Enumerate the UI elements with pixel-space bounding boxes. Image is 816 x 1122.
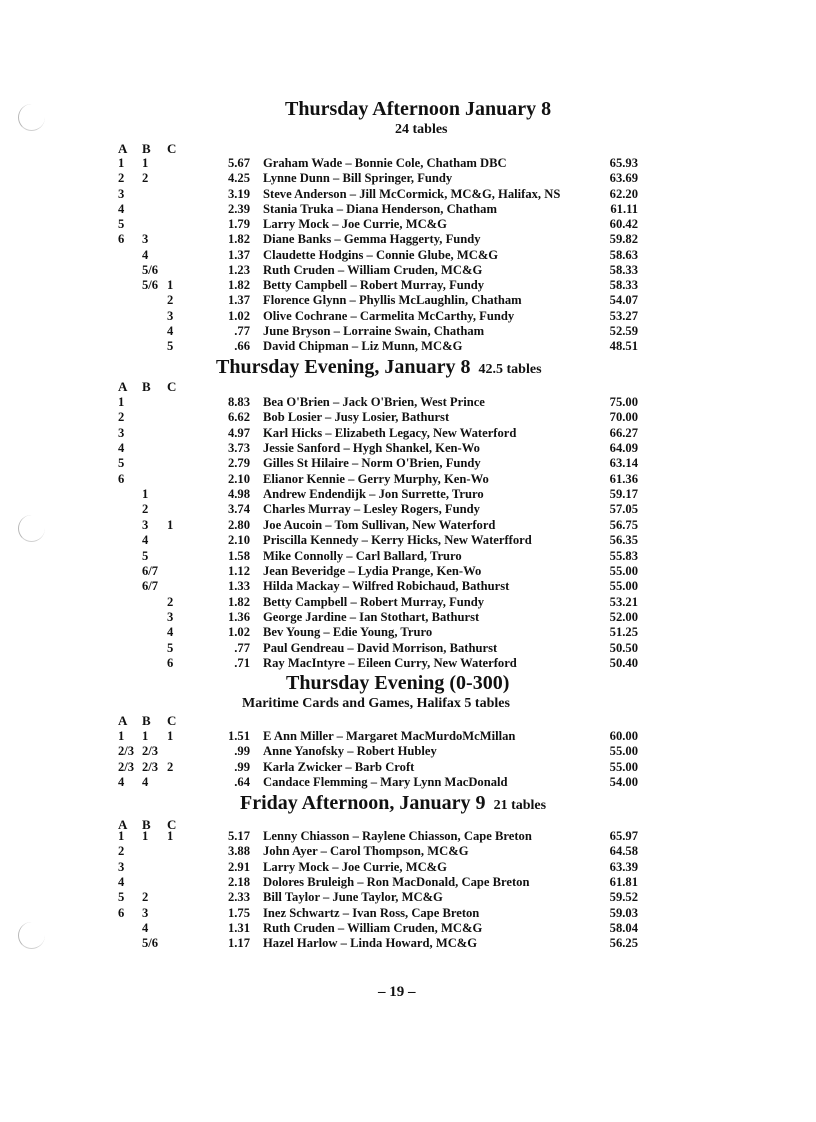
result-row <box>0 906 816 922</box>
masterpoints: 3.88 <box>227 844 250 859</box>
pair-names: Gilles St Hilaire – Norm O'Brien, Fundy <box>263 456 481 471</box>
result-row <box>0 518 816 534</box>
percentage: 54.00 <box>609 774 638 789</box>
result-row <box>0 278 816 294</box>
column-header: B <box>142 817 151 832</box>
percentage: 70.00 <box>609 410 638 425</box>
pair-names: Lynne Dunn – Bill Springer, Fundy <box>263 171 453 186</box>
result-row <box>0 641 816 657</box>
rank-b: 5/6 <box>142 262 159 277</box>
pair-names: June Bryson – Lorraine Swain, Chatham <box>263 323 485 338</box>
percentage: 58.33 <box>609 262 638 277</box>
pair-names: Jessie Sanford – Hygh Shankel, Ken-Wo <box>263 441 480 456</box>
result-row <box>0 487 816 503</box>
rank-b: 3 <box>142 517 149 532</box>
rank-a: 2/3 <box>118 759 135 774</box>
masterpoints: .77 <box>234 323 250 338</box>
pair-names: Diane Banks – Gemma Haggerty, Fundy <box>263 232 481 247</box>
result-row <box>0 248 816 264</box>
masterpoints: 8.83 <box>227 395 250 409</box>
result-row <box>0 744 816 760</box>
result-row <box>0 426 816 442</box>
masterpoints: 2.79 <box>227 456 250 471</box>
masterpoints: .77 <box>234 640 250 655</box>
page-number: – 19 – <box>378 984 416 1000</box>
rank-c: 3 <box>167 609 174 624</box>
rank-a: 4 <box>118 201 125 216</box>
percentage: 61.36 <box>609 471 638 486</box>
percentage: 66.27 <box>609 425 638 440</box>
pair-names: Joe Aucoin – Tom Sullivan, New Waterford <box>263 517 496 532</box>
result-row <box>0 844 816 860</box>
section-subtitle: Maritime Cards and Games, Halifax 5 tables <box>242 696 510 711</box>
rank-c: 2 <box>167 759 174 774</box>
column-header: C <box>167 379 177 394</box>
pair-names: Bev Young – Edie Young, Truro <box>263 625 433 640</box>
rank-a: 3 <box>118 425 125 440</box>
pair-names: Hilda Mackay – Wilfred Robichaud, Bathurst <box>263 579 510 594</box>
masterpoints: .66 <box>234 339 250 353</box>
pair-names: Charles Murray – Lesley Rogers, Fundy <box>263 502 480 517</box>
percentage: 61.81 <box>609 874 638 889</box>
pair-names: Ruth Cruden – William Cruden, MC&G <box>263 262 483 277</box>
result-row <box>0 656 816 672</box>
percentage: 52.59 <box>609 323 638 338</box>
result-row <box>0 890 816 906</box>
result-row <box>0 232 816 248</box>
table-count: 24 tables <box>395 122 448 137</box>
percentage: 51.25 <box>609 625 638 640</box>
pair-names: Priscilla Kennedy – Kerry Hicks, New Waterfford <box>263 533 532 548</box>
masterpoints: 4.98 <box>227 487 250 502</box>
percentage: 55.83 <box>609 548 638 563</box>
pair-names: Ray MacIntyre – Eileen Curry, New Waterford <box>263 655 517 670</box>
pair-names: George Jardine – Ian Stothart, Bathurst <box>263 609 480 624</box>
masterpoints: 2.10 <box>227 533 250 548</box>
pair-names: Dolores Bruleigh – Ron MacDonald, Cape Breton <box>263 874 530 889</box>
rank-c: 1 <box>167 829 174 843</box>
rank-b: 2/3 <box>142 759 159 774</box>
rank-b: 4 <box>142 774 149 789</box>
masterpoints: 2.18 <box>227 874 250 889</box>
masterpoints: 1.58 <box>227 548 250 563</box>
pair-names: Anne Yanofsky – Robert Hubley <box>263 744 437 759</box>
rank-c: 2 <box>167 293 174 308</box>
section-title <box>285 98 552 137</box>
percentage: 59.17 <box>609 487 638 502</box>
rank-c: 5 <box>167 640 174 655</box>
pair-names: Elianor Kennie – Gerry Murphy, Ken-Wo <box>263 471 489 486</box>
result-row <box>0 410 816 426</box>
percentage: 63.39 <box>609 859 638 874</box>
masterpoints: 1.23 <box>227 262 250 277</box>
percentage: 55.00 <box>609 759 638 774</box>
rank-c: 1 <box>167 517 174 532</box>
percentage: 61.11 <box>610 201 638 216</box>
masterpoints: .99 <box>234 744 250 759</box>
result-row <box>0 472 816 488</box>
section-title <box>240 792 546 815</box>
column-header: A <box>118 379 128 394</box>
pair-names: Andrew Endendijk – Jon Surrette, Truro <box>263 487 484 502</box>
percentage: 64.09 <box>609 441 638 456</box>
rank-b: 6/7 <box>142 579 159 594</box>
percentage: 57.05 <box>609 502 638 517</box>
pair-names: E Ann Miller – Margaret MacMurdoMcMillan <box>263 729 516 743</box>
percentage: 55.00 <box>609 744 638 759</box>
result-row <box>0 936 816 952</box>
masterpoints: 1.75 <box>227 905 250 920</box>
pair-names: Jean Beveridge – Lydia Prange, Ken-Wo <box>263 563 482 578</box>
percentage: 62.20 <box>609 186 638 201</box>
pair-names: Bea O'Brien – Jack O'Brien, West Prince <box>263 395 485 409</box>
percentage: 53.27 <box>609 308 638 323</box>
percentage: 56.75 <box>609 517 638 532</box>
rank-a: 4 <box>118 874 125 889</box>
result-row <box>0 564 816 580</box>
masterpoints: 3.73 <box>227 441 250 456</box>
result-row <box>0 729 816 745</box>
rank-b: 2/3 <box>142 744 159 759</box>
punch-hole-mark <box>18 104 45 131</box>
rank-b: 1 <box>142 156 149 170</box>
result-row <box>0 156 816 172</box>
column-header: A <box>118 817 128 832</box>
rank-b: 4 <box>142 920 149 935</box>
rank-c: 1 <box>167 729 174 743</box>
column-header: B <box>142 379 151 394</box>
result-row <box>0 625 816 641</box>
masterpoints: 1.02 <box>227 625 250 640</box>
result-row <box>0 549 816 565</box>
column-header: A <box>118 141 128 156</box>
column-header: B <box>142 713 151 728</box>
rank-b: 5/6 <box>142 278 159 292</box>
percentage: 48.51 <box>609 339 638 353</box>
percentage: 59.82 <box>609 232 638 247</box>
pair-names: Hazel Harlow – Linda Howard, MC&G <box>263 936 478 951</box>
percentage: 63.14 <box>609 456 638 471</box>
rank-c: 1 <box>167 278 174 292</box>
pair-names: Steve Anderson – Jill McCormick, MC&G, Halifax, NS <box>263 186 561 201</box>
result-row <box>0 829 816 845</box>
pair-names: Paul Gendreau – David Morrison, Bathurst <box>263 640 498 655</box>
result-row <box>0 187 816 203</box>
rank-a: 2 <box>118 410 125 425</box>
pair-names: Graham Wade – Bonnie Cole, Chatham DBC <box>263 156 507 170</box>
masterpoints: .99 <box>234 759 250 774</box>
masterpoints: 1.12 <box>227 563 250 578</box>
percentage: 58.63 <box>609 247 638 262</box>
percentage: 60.42 <box>609 217 638 231</box>
pair-names: Bill Taylor – June Taylor, MC&G <box>263 890 443 905</box>
result-row <box>0 533 816 549</box>
table-count: 21 tables <box>493 798 547 813</box>
rank-c: 6 <box>167 655 174 670</box>
pair-names: Lenny Chiasson – Raylene Chiasson, Cape Breton <box>263 829 532 843</box>
result-row <box>0 875 816 891</box>
rank-b: 2 <box>142 502 149 517</box>
rank-b: 5/6 <box>142 936 159 951</box>
masterpoints: 1.33 <box>227 579 250 594</box>
column-header: C <box>167 817 177 832</box>
pair-names: Olive Cochrane – Carmelita McCarthy, Fundy <box>263 308 515 323</box>
result-row <box>0 502 816 518</box>
result-row <box>0 775 816 791</box>
masterpoints: 2.91 <box>227 859 250 874</box>
rank-c: 5 <box>167 339 174 353</box>
percentage: 53.21 <box>609 594 638 609</box>
percentage: 64.58 <box>609 844 638 859</box>
percentage: 56.35 <box>609 533 638 548</box>
percentage: 65.93 <box>609 156 638 170</box>
pair-names: Stania Truka – Diana Henderson, Chatham <box>263 201 497 216</box>
pair-names: Claudette Hodgins – Connie Glube, MC&G <box>263 247 499 262</box>
percentage: 59.52 <box>609 890 638 905</box>
percentage: 54.07 <box>609 293 638 308</box>
masterpoints: 2.10 <box>227 471 250 486</box>
masterpoints: 1.79 <box>227 217 250 231</box>
column-header: A <box>118 713 128 728</box>
masterpoints: 1.31 <box>227 920 250 935</box>
rank-a: 2 <box>118 171 125 186</box>
masterpoints: 1.82 <box>227 278 250 292</box>
rank-a: 2/3 <box>118 744 135 759</box>
percentage: 52.00 <box>609 609 638 624</box>
rank-b: 1 <box>142 729 149 743</box>
result-row <box>0 217 816 233</box>
rank-a: 1 <box>118 829 125 843</box>
rank-c: 2 <box>167 594 174 609</box>
masterpoints: 6.62 <box>227 410 250 425</box>
masterpoints: 5.67 <box>227 156 250 170</box>
pair-names: David Chipman – Liz Munn, MC&G <box>263 339 463 353</box>
result-row <box>0 441 816 457</box>
rank-a: 1 <box>118 156 125 170</box>
masterpoints: 2.80 <box>227 517 250 532</box>
result-row <box>0 171 816 187</box>
rank-a: 6 <box>118 905 125 920</box>
result-row <box>0 324 816 340</box>
percentage: 60.00 <box>609 729 638 743</box>
percentage: 75.00 <box>609 395 638 409</box>
masterpoints: 5.17 <box>227 829 250 843</box>
pair-names: Karl Hicks – Elizabeth Legacy, New Waterford <box>263 425 517 440</box>
rank-a: 2 <box>118 844 125 859</box>
result-row <box>0 860 816 876</box>
masterpoints: 1.82 <box>227 232 250 247</box>
percentage: 59.03 <box>609 905 638 920</box>
masterpoints: 1.51 <box>227 729 250 743</box>
result-row <box>0 293 816 309</box>
percentage: 58.33 <box>609 278 638 292</box>
result-row <box>0 395 816 411</box>
rank-a: 4 <box>118 441 125 456</box>
masterpoints: 3.74 <box>227 502 250 517</box>
result-row <box>0 610 816 626</box>
rank-b: 3 <box>142 905 149 920</box>
rank-b: 3 <box>142 232 149 247</box>
pair-names: Bob Losier – Jusy Losier, Bathurst <box>263 410 450 425</box>
pair-names: Karla Zwicker – Barb Croft <box>263 759 415 774</box>
masterpoints: 1.37 <box>227 293 250 308</box>
rank-a: 4 <box>118 774 125 789</box>
section-title-text: Thursday Evening (0-300) <box>286 672 510 694</box>
pair-names: Candace Flemming – Mary Lynn MacDonald <box>263 774 508 789</box>
rank-a: 5 <box>118 890 125 905</box>
rank-a: 6 <box>118 471 125 486</box>
masterpoints: 4.25 <box>227 171 250 186</box>
result-row <box>0 263 816 279</box>
masterpoints: 2.39 <box>227 201 250 216</box>
pair-names: Florence Glynn – Phyllis McLaughlin, Chatham <box>263 293 522 308</box>
pair-names: Betty Campbell – Robert Murray, Fundy <box>263 278 485 292</box>
percentage: 50.50 <box>609 640 638 655</box>
rank-c: 4 <box>167 625 174 640</box>
rank-c: 4 <box>167 323 174 338</box>
rank-a: 3 <box>118 186 125 201</box>
rank-b: 2 <box>142 171 149 186</box>
result-row <box>0 309 816 325</box>
section-title <box>286 672 509 695</box>
percentage: 50.40 <box>609 655 638 670</box>
result-row <box>0 456 816 472</box>
result-row <box>0 202 816 218</box>
pair-names: Mike Connolly – Carl Ballard, Truro <box>263 548 462 563</box>
rank-c: 3 <box>167 308 174 323</box>
rank-a: 5 <box>118 217 125 231</box>
rank-a: 1 <box>118 729 125 743</box>
pair-names: Betty Campbell – Robert Murray, Fundy <box>263 594 485 609</box>
pair-names: Larry Mock – Joe Currie, MC&G <box>263 217 447 231</box>
percentage: 55.00 <box>609 563 638 578</box>
percentage: 55.00 <box>609 579 638 594</box>
result-row <box>0 760 816 776</box>
rank-a: 3 <box>118 859 125 874</box>
column-header: C <box>167 141 177 156</box>
section-title-text: Thursday Afternoon January 8 <box>285 98 552 120</box>
rank-a: 6 <box>118 232 125 247</box>
percentage: 63.69 <box>609 171 638 186</box>
result-row <box>0 921 816 937</box>
rank-b: 6/7 <box>142 563 159 578</box>
section-title <box>216 356 542 379</box>
rank-a: 1 <box>118 395 125 409</box>
percentage: 58.04 <box>609 920 638 935</box>
pair-names: Inez Schwartz – Ivan Ross, Cape Breton <box>263 905 480 920</box>
section-title-text: Thursday Evening, January 8 <box>216 356 471 378</box>
column-header: B <box>142 141 151 156</box>
rank-b: 4 <box>142 247 149 262</box>
result-row <box>0 579 816 595</box>
pair-names: Ruth Cruden – William Cruden, MC&G <box>263 920 483 935</box>
rank-b: 1 <box>142 829 149 843</box>
masterpoints: 3.19 <box>227 186 250 201</box>
rank-b: 4 <box>142 533 149 548</box>
pair-names: Larry Mock – Joe Currie, MC&G <box>263 859 447 874</box>
masterpoints: 1.36 <box>227 609 250 624</box>
table-count: 42.5 tables <box>478 362 542 377</box>
rank-b: 5 <box>142 548 149 563</box>
rank-b: 2 <box>142 890 149 905</box>
masterpoints: .71 <box>234 655 250 670</box>
masterpoints: 2.33 <box>227 890 250 905</box>
masterpoints: 4.97 <box>227 425 250 440</box>
masterpoints: .64 <box>234 774 250 789</box>
result-row <box>0 595 816 611</box>
percentage: 65.97 <box>609 829 638 843</box>
section-title-text: Friday Afternoon, January 9 <box>240 792 486 814</box>
rank-a: 5 <box>118 456 125 471</box>
rank-b: 1 <box>142 487 149 502</box>
percentage: 56.25 <box>609 936 638 951</box>
masterpoints: 1.37 <box>227 247 250 262</box>
column-header: C <box>167 713 177 728</box>
masterpoints: 1.17 <box>227 936 250 951</box>
result-row <box>0 339 816 355</box>
masterpoints: 1.82 <box>227 594 250 609</box>
pair-names: John Ayer – Carol Thompson, MC&G <box>263 844 469 859</box>
masterpoints: 1.02 <box>227 308 250 323</box>
